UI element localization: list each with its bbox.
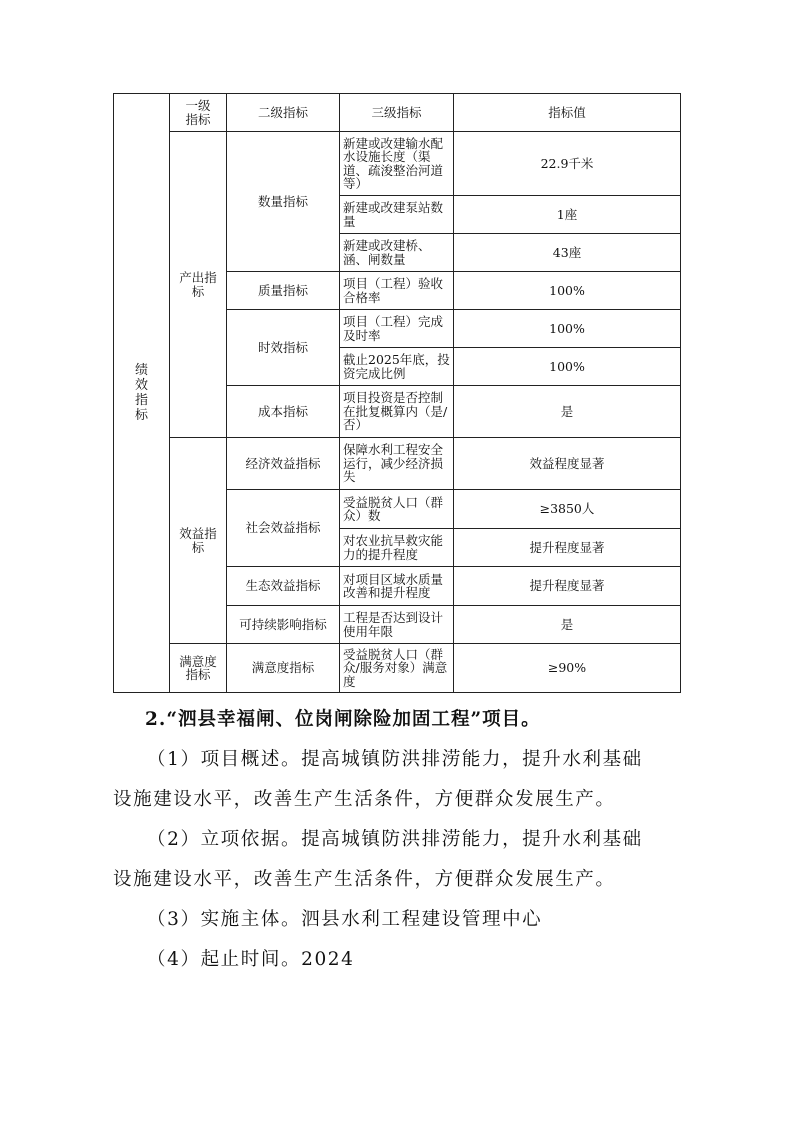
- paragraph-period: （4）起止时间。2024: [147, 949, 355, 970]
- paragraph-overview-line2: 设施建设水平，改善生产生活条件，方便群众发展生产。: [113, 789, 616, 810]
- level2-quantity: 数量指标: [226, 131, 340, 272]
- level2-satisfaction: 满意度指标: [226, 643, 340, 693]
- value-cell: 43座: [453, 233, 681, 272]
- section-heading: 2.“泗县幸福闸、位岗闸除险加固工程”项目。: [145, 709, 541, 730]
- level2-quality: 质量指标: [226, 271, 340, 310]
- level1-benefit: 效益指标: [169, 437, 227, 644]
- value-cell: 是: [453, 605, 681, 644]
- value-cell: 提升程度显著: [453, 528, 681, 567]
- level3-cell: 受益脱贫人口（群众/服务对象）满意度: [339, 643, 454, 693]
- level2-cost: 成本指标: [226, 385, 340, 438]
- value-cell: 效益程度显著: [453, 437, 681, 490]
- level1-output: 产出指标: [169, 131, 227, 438]
- level3-cell: 截止2025年底，投资完成比例: [339, 347, 454, 386]
- value-cell: 1座: [453, 195, 681, 234]
- level2-ecological: 生态效益指标: [226, 566, 340, 606]
- value-cell: 提升程度显著: [453, 566, 681, 606]
- level2-timeliness: 时效指标: [226, 309, 340, 386]
- value-cell: 100%: [453, 347, 681, 386]
- level3-cell: 保障水利工程安全运行，减少经济损失: [339, 437, 454, 490]
- level3-cell: 受益脱贫人口（群众）数: [339, 489, 454, 529]
- level3-cell: 新建或改建泵站数量: [339, 195, 454, 234]
- value-cell: 100%: [453, 271, 681, 310]
- value-cell: ≥3850人: [453, 489, 681, 529]
- level3-cell: 新建或改建桥、涵、闸数量: [339, 233, 454, 272]
- level3-cell: 项目（工程）完成及时率: [339, 309, 454, 348]
- value-cell: 100%: [453, 309, 681, 348]
- level3-cell: 对项目区域水质量改善和提升程度: [339, 566, 454, 606]
- header-level2: 二级指标: [226, 93, 340, 132]
- performance-indicator-label: 绩效指标: [113, 93, 170, 693]
- level1-satisfaction: 满意度指标: [169, 643, 227, 693]
- header-level3: 三级指标: [339, 93, 454, 132]
- value-cell: 22.9千米: [453, 131, 681, 196]
- header-level1: 一级指标: [169, 93, 227, 132]
- performance-indicator-table: [113, 93, 681, 693]
- value-cell: 是: [453, 385, 681, 438]
- level3-cell: 对农业抗旱救灾能力的提升程度: [339, 528, 454, 567]
- level2-economic: 经济效益指标: [226, 437, 340, 490]
- level2-social: 社会效益指标: [226, 489, 340, 567]
- level3-cell: 项目（工程）验收合格率: [339, 271, 454, 310]
- level3-cell: 新建或改建输水配水设施长度（渠道、疏浚整治河道等）: [339, 131, 454, 196]
- level2-sustainable: 可持续影响指标: [226, 605, 340, 644]
- paragraph-overview-line1: （1）项目概述。提高城镇防洪排涝能力，提升水利基础: [147, 749, 643, 770]
- paragraph-basis-line2: 设施建设水平，改善生产生活条件，方便群众发展生产。: [113, 869, 616, 890]
- paragraph-implementer: （3）实施主体。泗县水利工程建设管理中心: [147, 909, 543, 930]
- level3-cell: 工程是否达到设计使用年限: [339, 605, 454, 644]
- header-value: 指标值: [453, 93, 681, 132]
- value-cell: ≥90%: [453, 643, 681, 693]
- level3-cell: 项目投资是否控制在批复概算内（是/否）: [339, 385, 454, 438]
- paragraph-basis-line1: （2）立项依据。提高城镇防洪排涝能力，提升水利基础: [147, 829, 643, 850]
